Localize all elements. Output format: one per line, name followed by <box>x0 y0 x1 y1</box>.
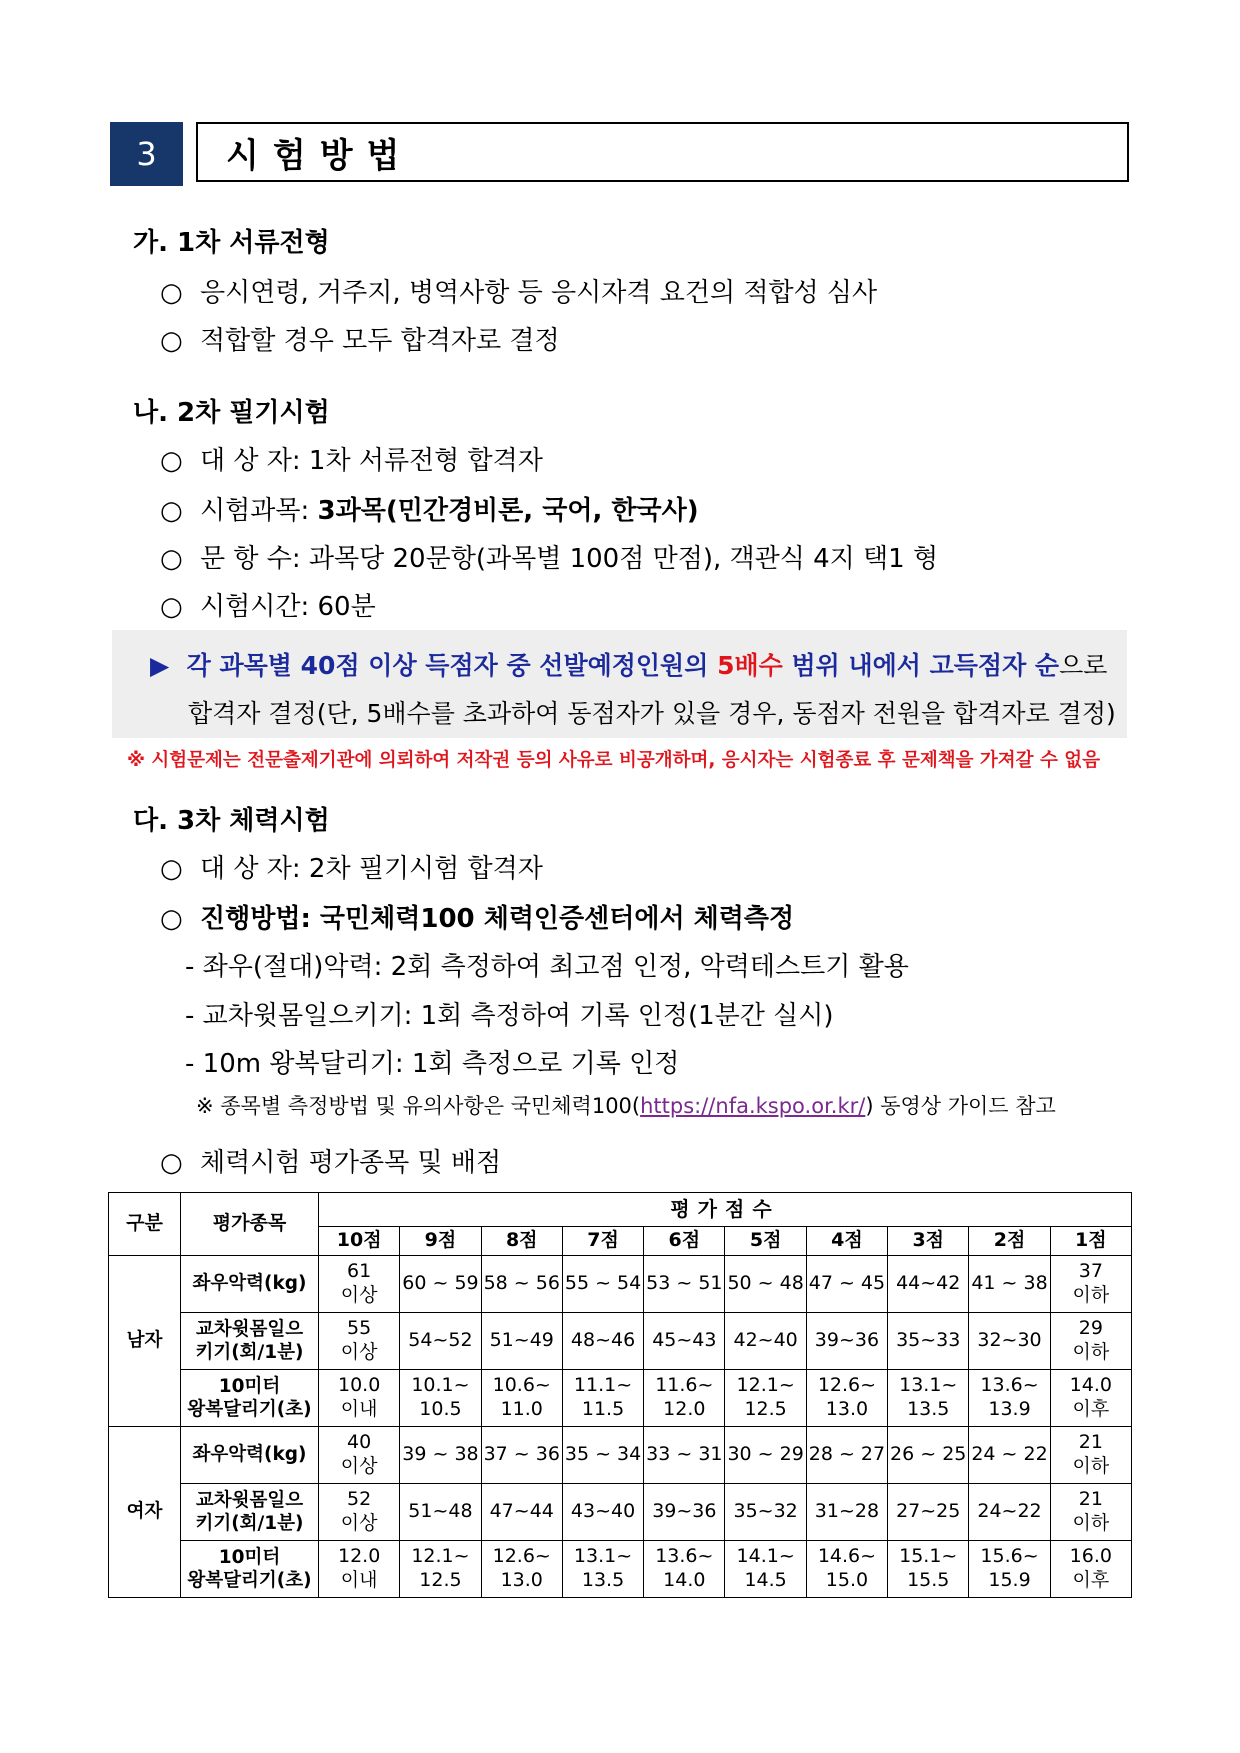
score-cell: 28 ~ 27 <box>806 1427 887 1484</box>
score-header: 7점 <box>562 1227 643 1256</box>
subjects-value: 3과목(민간경비론, 국어, 한국사) <box>317 496 699 526</box>
score-cell: 10.1~ 10.5 <box>400 1370 481 1427</box>
header-score: 평가점수 <box>319 1193 1132 1227</box>
score-cell: 31~28 <box>806 1484 887 1541</box>
section-number: 3 <box>110 122 183 186</box>
score-cell: 47~44 <box>481 1484 562 1541</box>
score-cell: 61 이상 <box>319 1256 400 1313</box>
item-cell: 좌우악력(kg) <box>181 1256 319 1313</box>
reference-note: ※ 종목별 측정방법 및 유의사항은 국민체력100(https://nfa.kspo.or.kr/) 동영상 가이드 참고 <box>196 1094 1056 1118</box>
score-cell: 12.1~ 12.5 <box>400 1541 481 1598</box>
score-cell: 13.1~ 13.5 <box>562 1541 643 1598</box>
score-cell: 55 이상 <box>319 1313 400 1370</box>
score-header: 1점 <box>1050 1227 1131 1256</box>
score-cell: 11.6~ 12.0 <box>644 1370 725 1427</box>
score-cell: 24~22 <box>969 1484 1050 1541</box>
score-cell: 44~42 <box>888 1256 969 1313</box>
score-header: 9점 <box>400 1227 481 1256</box>
kspo-link[interactable]: https://nfa.kspo.or.kr/ <box>640 1094 866 1118</box>
score-header: 3점 <box>888 1227 969 1256</box>
score-cell: 24 ~ 22 <box>969 1427 1050 1484</box>
score-cell: 39~36 <box>644 1484 725 1541</box>
score-cell: 37 이하 <box>1050 1256 1131 1313</box>
score-cell: 39~36 <box>806 1313 887 1370</box>
score-header: 5점 <box>725 1227 806 1256</box>
list-item: ○ 적합할 경우 모두 합격자로 결정 <box>160 326 560 356</box>
list-item: ○ 체력시험 평가종목 및 배점 <box>160 1148 502 1178</box>
item-cell: 좌우악력(kg) <box>181 1427 319 1484</box>
group-cell: 여자 <box>109 1427 181 1598</box>
table-row <box>109 1484 1132 1541</box>
fitness-score-table <box>108 1192 1132 1598</box>
score-cell: 26 ~ 25 <box>888 1427 969 1484</box>
score-cell: 30 ~ 29 <box>725 1427 806 1484</box>
score-cell: 60 ~ 59 <box>400 1256 481 1313</box>
score-cell: 48~46 <box>562 1313 643 1370</box>
table-row <box>109 1427 1132 1484</box>
circle-bullet-icon: ○ <box>160 592 183 622</box>
score-cell: 55 ~ 54 <box>562 1256 643 1313</box>
score-cell: 12.0 이내 <box>319 1541 400 1598</box>
score-cell: 10.6~ 11.0 <box>481 1370 562 1427</box>
list-item: ○ 대 상 자: 1차 서류전형 합격자 <box>160 446 543 476</box>
sub-item: - 교차윗몸일으키기: 1회 측정하여 기록 인정(1분간 실시) <box>185 1001 834 1031</box>
group-cell: 남자 <box>109 1256 181 1427</box>
score-cell: 35 ~ 34 <box>562 1427 643 1484</box>
triangle-bullet-icon: ▶ <box>150 651 187 680</box>
score-cell: 51~49 <box>481 1313 562 1370</box>
item-cell: 10미터 왕복달리기(초) <box>181 1541 319 1598</box>
score-cell: 35~32 <box>725 1484 806 1541</box>
score-header: 2점 <box>969 1227 1050 1256</box>
sub-item: - 좌우(절대)악력: 2회 측정하여 최고점 인정, 악력테스트기 활용 <box>185 952 909 982</box>
item-cell: 교차윗몸일으 키기(회/1분) <box>181 1484 319 1541</box>
score-cell: 12.6~ 13.0 <box>806 1370 887 1427</box>
score-cell: 11.1~ 11.5 <box>562 1370 643 1427</box>
circle-bullet-icon: ○ <box>160 278 183 308</box>
highlight-line-2: 합격자 결정(단, 5배수를 초과하여 동점자가 있을 경우, 동점자 전원을 합격자로 결정) <box>188 699 1116 728</box>
heading-stage2: 나. 2차 필기시험 <box>133 398 330 428</box>
table-row <box>109 1256 1132 1313</box>
score-cell: 27~25 <box>888 1484 969 1541</box>
circle-bullet-icon: ○ <box>160 326 183 356</box>
score-cell: 10.0 이내 <box>319 1370 400 1427</box>
score-cell: 12.6~ 13.0 <box>481 1541 562 1598</box>
score-cell: 39 ~ 38 <box>400 1427 481 1484</box>
score-cell: 40 이상 <box>319 1427 400 1484</box>
heading-stage1: 가. 1차 서류전형 <box>133 228 330 258</box>
circle-bullet-icon: ○ <box>160 544 183 574</box>
score-cell: 32~30 <box>969 1313 1050 1370</box>
score-cell: 37 ~ 36 <box>481 1427 562 1484</box>
score-cell: 13.6~ 13.9 <box>969 1370 1050 1427</box>
score-cell: 21 이하 <box>1050 1427 1131 1484</box>
score-cell: 45~43 <box>644 1313 725 1370</box>
score-cell: 43~40 <box>562 1484 643 1541</box>
header-item: 평가종목 <box>181 1193 319 1256</box>
score-cell: 52 이상 <box>319 1484 400 1541</box>
circle-bullet-icon: ○ <box>160 496 183 526</box>
circle-bullet-icon: ○ <box>160 904 183 934</box>
section-header <box>110 122 1135 186</box>
score-header: 8점 <box>481 1227 562 1256</box>
score-cell: 33 ~ 31 <box>644 1427 725 1484</box>
score-cell: 35~33 <box>888 1313 969 1370</box>
score-cell: 13.6~ 14.0 <box>644 1541 725 1598</box>
score-cell: 42~40 <box>725 1313 806 1370</box>
list-item: ○ 시험시간: 60분 <box>160 592 376 622</box>
score-cell: 15.6~ 15.9 <box>969 1541 1050 1598</box>
sub-item: - 10m 왕복달리기: 1회 측정으로 기록 인정 <box>185 1049 680 1079</box>
score-header: 6점 <box>644 1227 725 1256</box>
score-cell: 53 ~ 51 <box>644 1256 725 1313</box>
score-cell: 13.1~ 13.5 <box>888 1370 969 1427</box>
warning-note: ※ 시험문제는 전문출제기관에 의뢰하여 저작권 등의 사유로 비공개하며, 응시자는 시험종료 후 문제책을 가져갈 수 없음 <box>127 750 1100 771</box>
score-cell: 54~52 <box>400 1313 481 1370</box>
score-header: 4점 <box>806 1227 887 1256</box>
score-cell: 51~48 <box>400 1484 481 1541</box>
item-cell: 교차윗몸일으 키기(회/1분) <box>181 1313 319 1370</box>
score-cell: 16.0 이후 <box>1050 1541 1131 1598</box>
list-item: ○ 문 항 수: 과목당 20문항(과목별 100점 만점), 객관식 4지 택1 형 <box>160 544 939 574</box>
score-cell: 47 ~ 45 <box>806 1256 887 1313</box>
circle-bullet-icon: ○ <box>160 446 183 476</box>
header-group: 구분 <box>109 1193 181 1256</box>
score-cell: 12.1~ 12.5 <box>725 1370 806 1427</box>
circle-bullet-icon: ○ <box>160 1148 183 1178</box>
list-item: ○ 대 상 자: 2차 필기시험 합격자 <box>160 854 543 884</box>
highlight-line: ▶ 각 과목별 40점 이상 득점자 중 선발예정인원의 5배수 범위 내에서 고득점자 순으로 <box>150 651 1108 680</box>
circle-bullet-icon: ○ <box>160 854 183 884</box>
score-cell: 14.0 이후 <box>1050 1370 1131 1427</box>
table-row <box>109 1541 1132 1598</box>
list-item: ○ 응시연령, 거주지, 병역사항 등 응시자격 요건의 적합성 심사 <box>160 278 878 308</box>
table-row <box>109 1313 1132 1370</box>
item-cell: 10미터 왕복달리기(초) <box>181 1370 319 1427</box>
score-cell: 15.1~ 15.5 <box>888 1541 969 1598</box>
score-cell: 29 이하 <box>1050 1313 1131 1370</box>
table-row <box>109 1370 1132 1427</box>
heading-stage3: 다. 3차 체력시험 <box>133 806 330 836</box>
score-cell: 14.1~ 14.5 <box>725 1541 806 1598</box>
score-cell: 14.6~ 15.0 <box>806 1541 887 1598</box>
score-cell: 21 이하 <box>1050 1484 1131 1541</box>
score-cell: 50 ~ 48 <box>725 1256 806 1313</box>
score-cell: 41 ~ 38 <box>969 1256 1050 1313</box>
list-item: ○ 진행방법: 국민체력100 체력인증센터에서 체력측정 <box>160 904 795 934</box>
score-cell: 58 ~ 56 <box>481 1256 562 1313</box>
list-item: ○ 시험과목: 3과목(민간경비론, 국어, 한국사) <box>160 496 699 526</box>
score-header: 10점 <box>319 1227 400 1256</box>
section-title: 시험방법 <box>196 122 1129 182</box>
